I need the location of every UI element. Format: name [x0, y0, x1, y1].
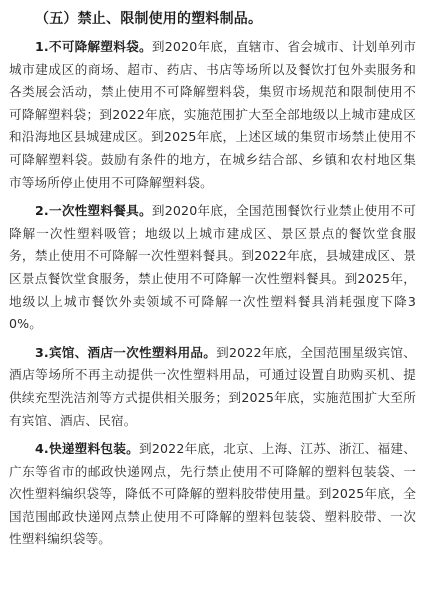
paragraph-disposable-tableware [9, 200, 416, 336]
paragraph-body: 到2022年底，全国范围星级宾馆、酒店等场所不再主动提供一次性塑料用品，可通过设置自助购买机、提供续充型洗洁剂等方式提供相关服务；到2025年底，实施范围扩大至所有宾馆、酒店、民宿。 [9, 344, 416, 428]
paragraph-express-packaging [9, 438, 416, 551]
paragraph-lead: 2.一次性塑料餐具。 [35, 203, 152, 219]
paragraph-lead: 1.不可降解塑料袋。 [35, 39, 152, 54]
paragraph-lead: 3.宾馆、酒店一次性塑料用品。 [35, 344, 217, 360]
paragraph-hotel-supplies [9, 342, 416, 432]
paragraph-body: 到2020年底，全国范围餐饮行业禁止使用不可降解一次性塑料吸管；地级以上城市建成区、景区景点的餐饮堂食服务，禁止使用不可降解一次性塑料餐具。到2022年底，县城建成区、景区景点餐饮堂食服务，禁止使用不可降解一次性塑料餐具。到2025年，地级以上城市餐饮外卖领域不可降解一次性塑料餐具消耗强度下降30%。 [9, 203, 417, 332]
paragraph-body: 到2022年底，北京、上海、江苏、浙江、福建、广东等省市的邮政快递网点，先行禁止使用不可降解的塑料包装袋、一次性塑料编织袋等，降低不可降解的塑料胶带使用量。到2025年底，全国范围邮政快递网点禁止使用不可降解的塑料包装袋、塑料胶带、一次性塑料编织袋等。 [9, 441, 417, 547]
paragraph-body: 到2020年底，直辖市、省会城市、计划单列市城市建成区的商场、超市、药店、书店等场所以及餐饮打包外卖服务和各类展会活动，禁止使用不可降解塑料袋，集贸市场规范和限制使用不可降解塑料袋；到2022年底，实施范围扩大至全部地级以上城市建成区和沿海地区县城建成区。到2025年底，上述区域的集贸市场禁止使用不可降解塑料袋。鼓励有条件的地方，在城乡结合部、乡镇和农村地区集市等场所停止使用不可降解塑料袋。 [9, 39, 417, 190]
paragraph-lead: 4.快递塑料包装。 [35, 441, 139, 457]
section-heading: （五）禁止、限制使用的塑料制品。 [35, 11, 263, 27]
paragraph-plastic-bags [9, 36, 416, 194]
